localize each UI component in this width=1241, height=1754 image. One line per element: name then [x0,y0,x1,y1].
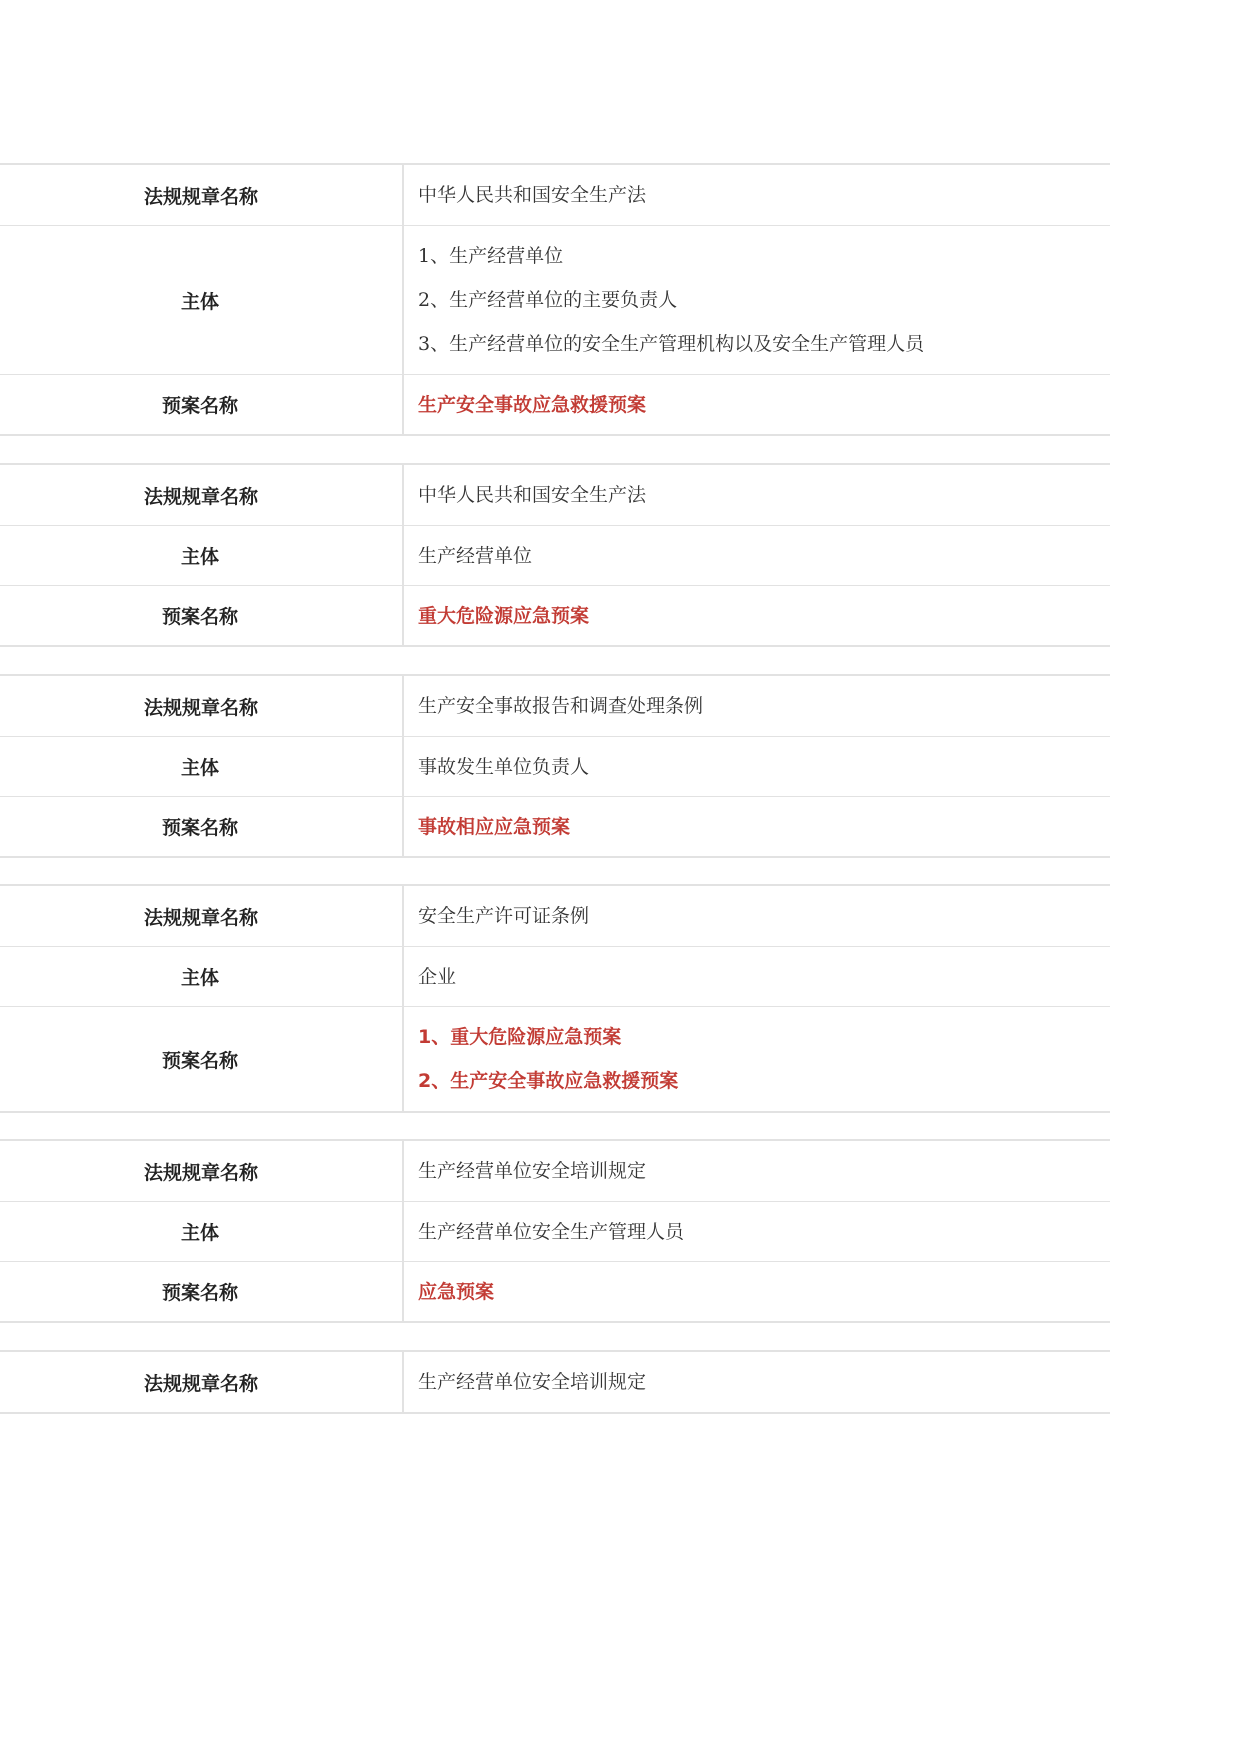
law-value [404,465,1110,525]
law-label: 法规规章名称 [0,165,404,225]
subject-line: 生产经营单位安全生产管理人员 [418,1220,685,1243]
law-label: 法规规章名称 [0,465,404,525]
law-value-text: 中华人民共和国安全生产法 [418,184,647,206]
subject-label: 主体 [0,526,404,585]
law-value-text: 生产经营单位安全培训规定 [418,1160,647,1182]
law-value [404,165,1110,225]
plan-line: 重大危险源应急预案 [418,604,590,627]
plan-label: 预案名称 [0,375,404,434]
plan-row [0,1261,1110,1321]
subject-row [0,736,1110,796]
plan-label: 预案名称 [0,1262,404,1321]
law-row [0,165,1110,225]
subject-line: 1、生产经营单位 [418,245,564,267]
law-row [0,676,1110,736]
law-value-text: 中华人民共和国安全生产法 [418,484,647,506]
plan-label: 预案名称 [0,586,404,645]
plan-row [0,374,1110,434]
subject-label: 主体 [0,947,404,1006]
subject-row [0,225,1110,374]
subject-value [404,947,1110,1006]
plan-label: 预案名称 [0,797,404,856]
subject-value [404,226,1110,374]
subject-value [404,1202,1110,1261]
subject-label: 主体 [0,1202,404,1261]
law-label: 法规规章名称 [0,676,404,736]
regulation-table-5 [0,1139,1110,1323]
plan-row [0,1006,1110,1111]
law-row [0,465,1110,525]
subject-line: 生产经营单位 [418,544,533,567]
regulation-table-3 [0,674,1110,858]
plan-value [404,797,1110,856]
plan-line: 事故相应应急预案 [418,815,571,838]
plan-row [0,585,1110,645]
subject-line: 企业 [418,965,457,988]
subject-row [0,525,1110,585]
subject-line: 2、生产经营单位的主要负责人 [418,289,678,311]
law-value [404,886,1110,946]
law-label: 法规规章名称 [0,1141,404,1201]
law-label: 法规规章名称 [0,1352,404,1412]
regulation-table-2 [0,463,1110,647]
subject-label: 主体 [0,226,404,374]
plan-line: 生产安全事故应急救援预案 [418,393,647,416]
law-value-text: 生产经营单位安全培训规定 [418,1371,647,1393]
subject-row [0,946,1110,1006]
subject-value [404,526,1110,585]
subject-line: 3、生产经营单位的安全生产管理机构以及安全生产管理人员 [418,333,925,355]
subject-row [0,1201,1110,1261]
law-label: 法规规章名称 [0,886,404,946]
regulation-table-1 [0,163,1110,436]
subject-line: 事故发生单位负责人 [418,755,590,778]
regulation-table-4 [0,884,1110,1113]
plan-line: 1、重大危险源应急预案 [418,1026,622,1048]
plan-value [404,586,1110,645]
law-value [404,1352,1110,1412]
plan-value [404,1007,1110,1111]
law-value [404,676,1110,736]
regulation-table-6 [0,1350,1110,1414]
law-row [0,1352,1110,1412]
law-value [404,1141,1110,1201]
plan-value [404,375,1110,434]
plan-line: 2、生产安全事故应急救援预案 [418,1070,679,1092]
law-value-text: 安全生产许可证条例 [418,905,590,927]
law-row [0,886,1110,946]
law-row [0,1141,1110,1201]
law-value-text: 生产安全事故报告和调查处理条例 [418,695,704,717]
plan-value [404,1262,1110,1321]
plan-line: 应急预案 [418,1280,495,1303]
subject-value [404,737,1110,796]
plan-row [0,796,1110,856]
plan-label: 预案名称 [0,1007,404,1111]
subject-label: 主体 [0,737,404,796]
